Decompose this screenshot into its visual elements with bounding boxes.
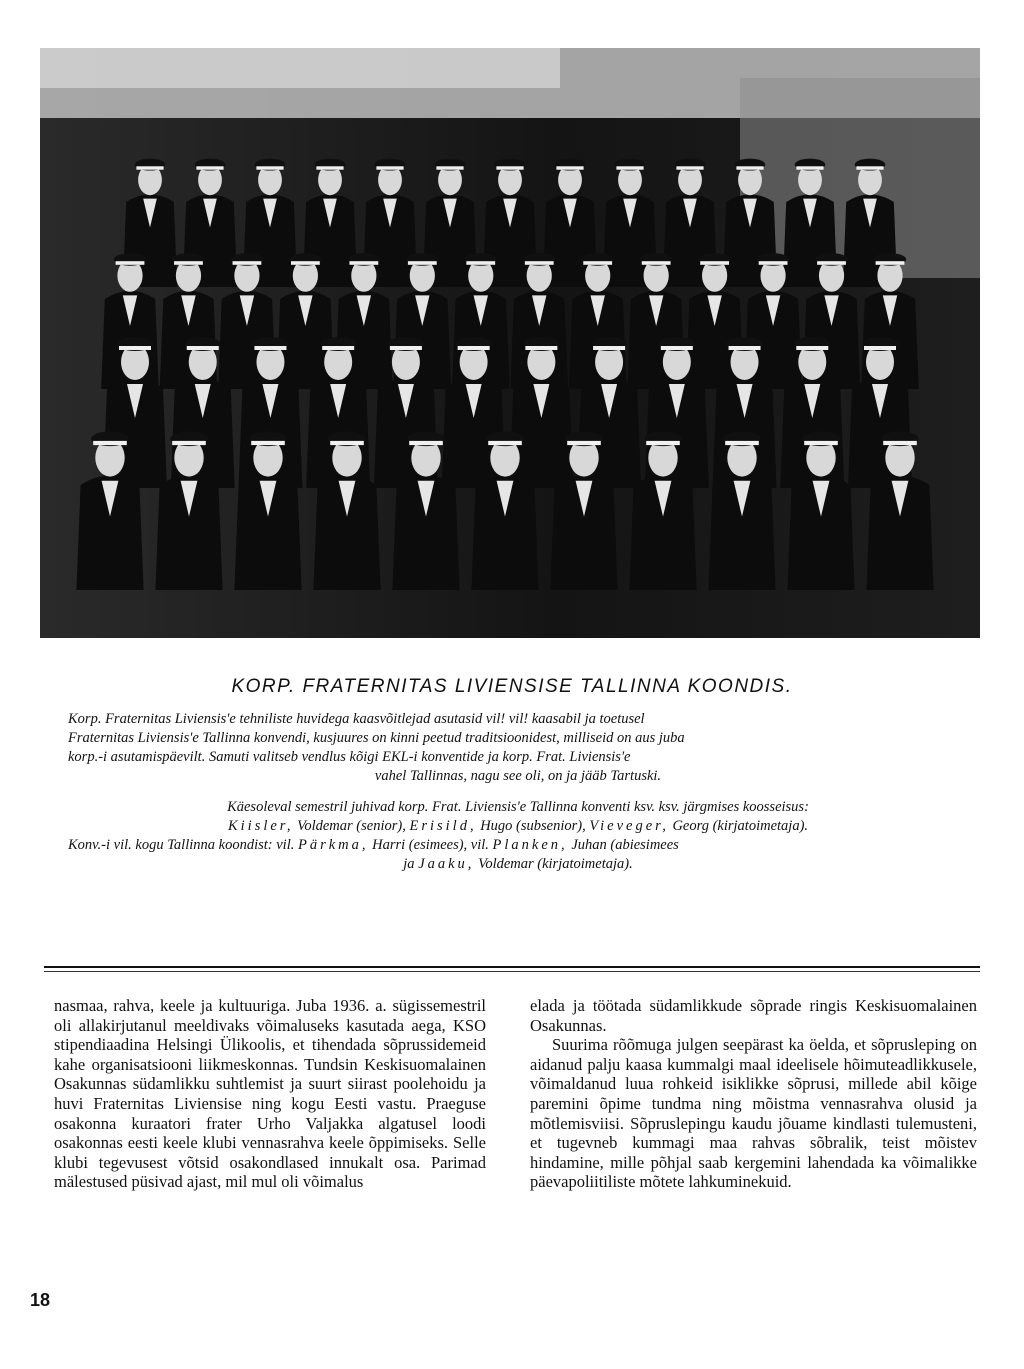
member-role: Voldemar (senior), [293, 818, 410, 834]
body-paragraph: nasmaa, rahva, keele ja kultuuriga. Juba 1936. a. sügissemestril oli allakirjutanul meeldivaks võimaluseks kasutada aega, KSO stipendiaadina Helsingi Ülikoolis, et tihendada sõprussidemeid kahe organisatsiooni liikmeskonnas. Tundsin Keskisuomalainen Osakunnas südamlikku suhtlemist ja suurt siirast poolehoidu ja huvi Fraternitas Liviensise ning kogu Eesti vastu. Praeguse osakonna kuraatori frater Urho Valjakka algatusel loodi osakonnas eesti keele klubi vennasrahva keele õppimiseks. Selle klubi tegevusest võtsid osakondlased innukalt osa. Parimad mälestused püsivad ajast, mil mul oli võimalus [54, 996, 486, 1192]
member-name: Vievеger, [589, 818, 669, 834]
caption-text [68, 710, 968, 874]
caption-line: korp.-i asutamispäevilt. Samuti valitseb vendlus kõigi EKL-i konventide ja korp. Frat. Liviensis'e [68, 749, 631, 765]
page-number: 18 [30, 1290, 51, 1310]
caption-title: KORP. FRATERNITAS LIVIENSISE TALLINNA KOONDIS. [231, 676, 793, 697]
member-role: Georg (kirjatoimetaja). [668, 818, 809, 834]
caption-fragment: Voldemar (kirjatoimetaja). [474, 856, 633, 872]
body-column-left [54, 996, 486, 1192]
caption-fragment: Harri (esimees), vil. [368, 837, 493, 853]
caption-fragment: ja [403, 856, 419, 872]
caption-line: Korp. Fraternitas Liviensis'e tehniliste huvidega kaasvõitlejad asutasid vil! vil! kaasabil ja toetusel [68, 711, 645, 727]
section-divider [44, 966, 980, 972]
caption-line [68, 817, 968, 836]
body-paragraph: Suurima rõõmuga julgen seepärast ka öelda, et sõprusleping on aidanud palju kaasa kummalgi maal ideelisele hõimuteadlikkusele, võimaldanud luua rohkeid isiklikke sõprusi, millede abil kõige paremini õpime tundma ning mõistma vennasrahva olusid ja mõtlemisviisi. Sõpruslepingu kaudu jõuame kindlasti tulemusteni, et tugevneb kummagi maa rahvas sõbralik, teist mõistev hindamine, mille põhjal saab kergemini lahendada ka võimalikke päevapoliitiliste mõtete lahkuminekuid. [530, 1035, 977, 1192]
caption-fragment: Konv.-i vil. kogu Tallinna koondist: vil. [68, 837, 298, 853]
group-photo [40, 48, 980, 638]
caption-line [68, 855, 968, 874]
divider-line [44, 971, 980, 972]
caption-line: Fraternitas Liviensis'e Tallinna konvendi, kusjuures on kinni peetud traditsioonidest, milliseid on aus juba [68, 730, 685, 746]
caption-fragment: Juhan (abiesimees [567, 837, 679, 853]
caption-line: vahel Tallinnas, nagu see oli, on ja jääb Tartuski. [374, 768, 662, 784]
member-name: Erisild, [409, 818, 477, 834]
group-photo-icon [40, 48, 980, 638]
member-name: Planken, [492, 837, 568, 853]
member-name: Jaaku, [418, 856, 475, 872]
caption-line [68, 836, 968, 855]
member-role: Hugo (subsenior), [476, 818, 590, 834]
body-paragraph: elada ja töötada südamlikkude sõprade ringis Keskisuomalainen Osakunnas. [530, 996, 977, 1035]
divider-line [44, 966, 980, 968]
caption-line: Käesoleval semestril juhivad korp. Frat. Liviensis'e Tallinna konventi ksv. ksv. järgmises koosseisus: [227, 799, 809, 815]
member-name: Kiisler, [227, 818, 294, 834]
body-column-right [530, 996, 977, 1192]
member-name: Pärkma, [297, 837, 369, 853]
